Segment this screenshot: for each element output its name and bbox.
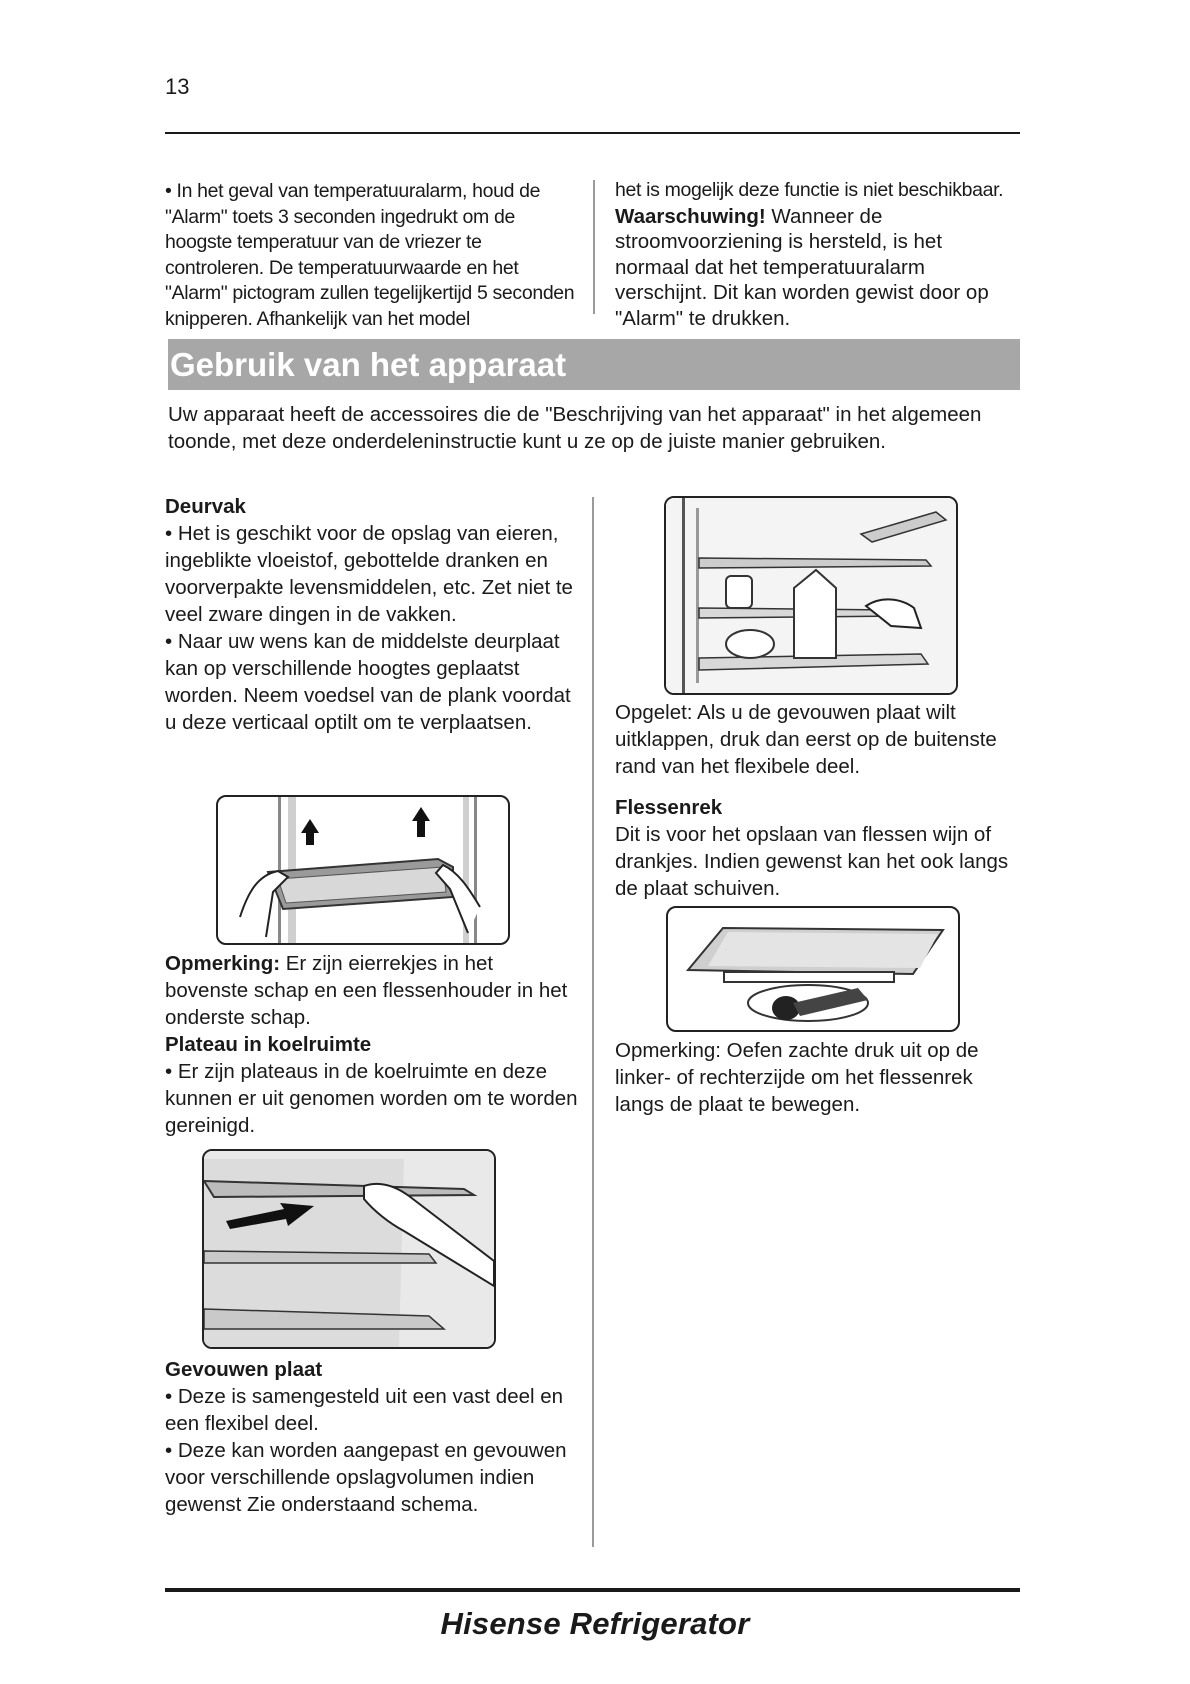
warning-label: Waarschuwing! (615, 204, 766, 228)
opgelet-paragraph: Opgelet: Als u de gevouwen plaat wilt uitklappen, druk dan eerst op de buitenste rand van het flexibele deel. (615, 701, 997, 778)
note-paragraph (165, 950, 580, 1031)
deurvak-heading: Deurvak (165, 495, 246, 518)
footer-rule (165, 1588, 1020, 1592)
deurvak-block (165, 493, 580, 736)
flessenrek-heading: Flessenrek (615, 796, 723, 819)
folding-shelf-illustration (664, 496, 958, 695)
flessenrek-paragraph: Dit is voor het opslaan van flessen wijn of drankjes. Indien gewenst kan het ook langs de plaat schuiven. (615, 823, 1009, 900)
deurvak-paragraph-2: • Naar uw wens kan de middelste deurplaat kan op verschillende hoogtes geplaatst worden. Neem voedsel van de plank voordat u deze verticaal optilt om te verplaatsen. (165, 630, 571, 734)
plateau-paragraph: • Er zijn plateaus in de koelruimte en deze kunnen er uit genomen worden om te worden gereinigd. (165, 1060, 578, 1137)
deurvak-paragraph-1: • Het is geschikt voor de opslag van eieren, ingeblikte vloeistof, gebottelde dranken en voorverpakte levensmiddelen, etc. Zet niet te veel zware dingen in de vakken. (165, 522, 573, 626)
right-column-text (615, 699, 1025, 902)
header-rule (165, 132, 1020, 134)
bottle-rack-illustration (666, 906, 960, 1032)
top-left-text (165, 179, 585, 332)
gevouwen-heading: Gevouwen plaat (165, 1358, 323, 1381)
main-column-divider (592, 497, 594, 1547)
note-label: Opmerking: (165, 952, 281, 975)
function-note: het is mogelijk deze functie is niet beschikbaar. (615, 179, 1004, 201)
section-title: Gebruik van het apparaat (170, 346, 567, 383)
gevouwen-block (165, 1356, 580, 1518)
note2-paragraph: Opmerking: Oefen zachte druk uit op de linker- of rechterzijde om het flessenrek langs de plaat te bewegen. (615, 1039, 979, 1116)
gevouwen-paragraph-1: • Deze is samengesteld uit een vast deel en een flexibel deel. (165, 1385, 564, 1435)
glass-shelf-illustration (202, 1149, 496, 1349)
plateau-heading: Plateau in koelruimte (165, 1033, 372, 1056)
alarm-paragraph: • In het geval van temperatuuralarm, houd de "Alarm" toets 3 seconden ingedrukt om de hoogste temperatuur van de vriezer te controleren. De temperatuurwaarde en het "Alarm" pictogram zullen tegelijkertijd 5 seconden knipperen. Afhankelijk van het model (165, 180, 575, 330)
note-block (165, 950, 580, 1139)
note-text: Er zijn eierrekjes in het bovenste schap en een flessenhouder in het onderste schap. (165, 952, 568, 1029)
section-intro: Uw apparaat heeft de accessoires die de "Beschrijving van het apparaat" in het algemeen toonde, met deze onderdeleninstructie kunt u ze op de juiste manier gebruiken. (168, 403, 982, 453)
gevouwen-paragraph-2: • Deze kan worden aangepast en gevouwen voor verschillende opslagvolumen indien gewenst Zie onderstaand schema. (165, 1439, 567, 1516)
top-column-divider (593, 180, 595, 314)
top-right-text (615, 178, 1020, 331)
warning-paragraph (615, 204, 1020, 332)
warning-text: Wanneer de stroomvoorziening is hersteld, is het normaal dat het temperatuuralarm verschijnt. Dit kan worden gewist door op "Alarm" te drukken. (615, 204, 989, 330)
section-header-bar (168, 339, 1020, 390)
brand-footer: Hisense Refrigerator (440, 1606, 750, 1641)
door-shelf-illustration (216, 795, 510, 945)
page-number: 13 (165, 74, 190, 99)
